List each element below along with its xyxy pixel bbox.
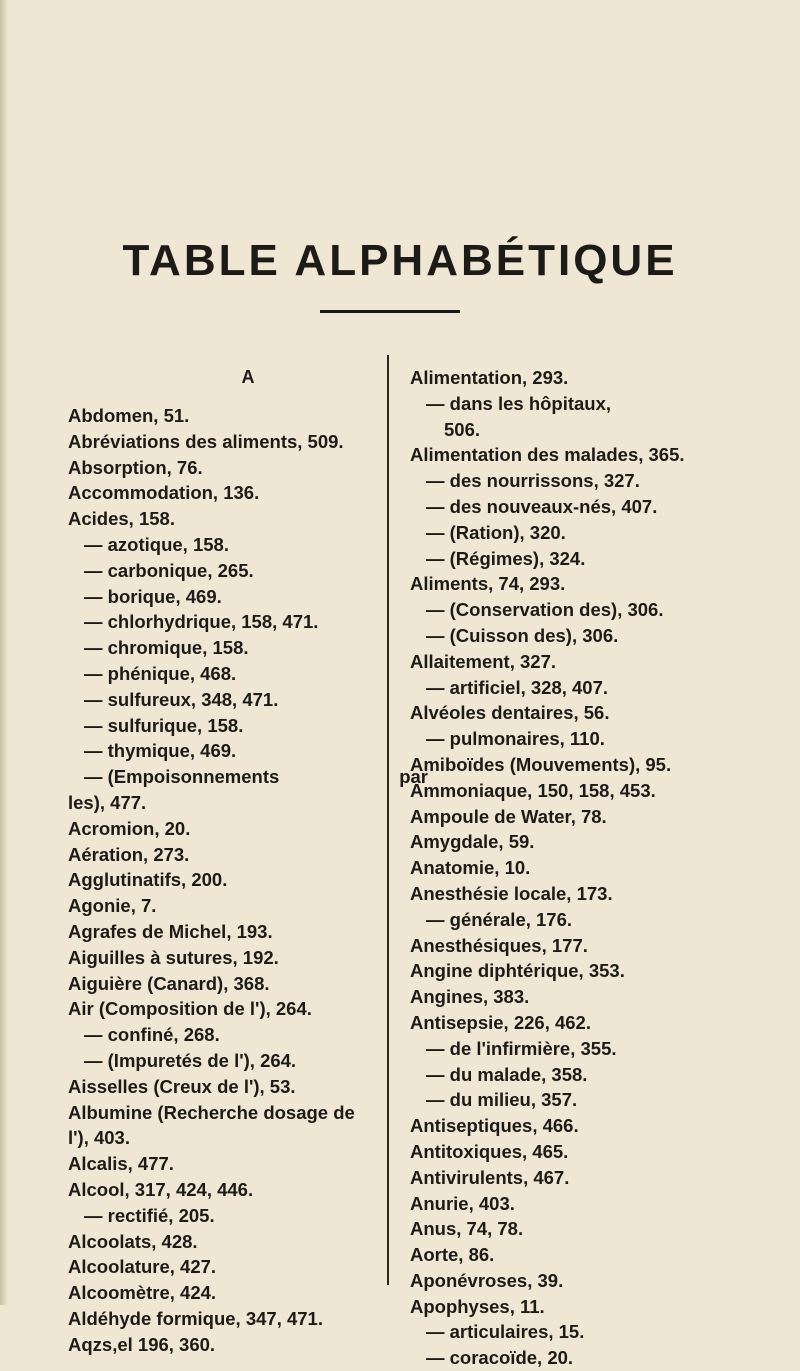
index-entry: Anatomie, 10. [410,857,531,879]
index-entry: Aqzs,el 196, 360. [68,1333,216,1355]
left-column [68,365,428,1357]
index-entry: Abdomen, 51. [68,405,190,426]
index-entry: Amiboïdes (Mouvements), 95. [410,753,672,775]
index-entry: — sulfurique, 158. [84,714,244,736]
title-rule [320,310,460,313]
index-entry: — coracoïde, 20. [426,1347,574,1369]
index-entry: — générale, 176. [426,908,573,930]
page-title: TABLE ALPHABÉTIQUE [122,236,678,285]
index-entry: Anesthésiques, 177. [410,934,588,956]
index-entry: l'), 403. [68,1127,130,1149]
index-entry: Acides, 158. [68,508,175,530]
right-column [410,365,760,1371]
index-entry: Aldéhyde formique, 347, 471. [68,1307,323,1329]
page-edge-shadow [0,0,8,1305]
index-entry: — du malade, 358. [426,1063,588,1085]
index-entry: — rectifié, 205. [84,1204,215,1226]
index-entry [68,764,428,790]
index-entry: — (Régimes), 324. [426,547,586,569]
index-entry: Agrafes de Michel, 193. [68,920,273,942]
index-entry: — (Conservation des), 306. [426,599,664,621]
index-entry: Antisepsie, 226, 462. [410,1011,591,1033]
index-entry: Air (Composition de l'), 264. [68,998,312,1020]
index-entry: — (Impuretés de l'), 264. [84,1049,297,1071]
index-entry: Alimentation des malades, 365. [410,444,685,466]
index-entry: — (Cuisson des), 306. [426,624,619,646]
index-entry: Agglutinatifs, 200. [68,869,228,891]
index-entry: Alcalis, 477. [68,1153,174,1175]
index-entry: — phénique, 468. [84,662,237,684]
index-entry: Aiguière (Canard), 368. [68,972,270,994]
index-entry: Abréviations des aliments, 509. [68,430,344,452]
index-entry: Ampoule de Water, 78. [410,805,607,827]
index-entry-part: par [399,766,428,788]
index-entry: Alcoomètre, 424. [68,1282,217,1304]
index-entry: Aisselles (Creux de l'), 53. [68,1075,296,1097]
index-entry: — chlorhydrique, 158, 471. [84,611,319,633]
index-entry: — carbonique, 265. [84,559,254,581]
index-entry: Acromion, 20. [68,817,191,839]
index-entry: Anesthésie locale, 173. [410,882,613,904]
index-entry: Anurie, 403. [410,1192,515,1214]
index-entry: — pulmonaires, 110. [426,728,605,750]
index-entry: — des nouveaux-nés, 407. [426,495,658,517]
index-entry: Antivirulents, 467. [410,1166,570,1188]
index-entry-part: — (Empoisonnements [84,766,280,788]
index-entry: Aorte, 86. [410,1244,495,1266]
index-entry: Aiguilles à sutures, 192. [68,946,279,968]
index-entry: Angine diphtérique, 353. [410,960,625,982]
index-entry: — artificiel, 328, 407. [426,676,609,698]
index-entry: Agonie, 7. [68,895,157,917]
index-entry: Aliments, 74, 293. [410,573,566,595]
index-entry: Accommodation, 136. [68,482,260,504]
index-entry: Aponévroses, 39. [410,1269,564,1291]
index-entry: — chromique, 158. [84,637,249,659]
index-entry: — confiné, 268. [84,1024,220,1046]
index-entry: — dans les hôpitaux, [426,392,612,414]
index-entry: Amygdale, 59. [410,831,535,853]
index-entry: Albumine (Recherche dosage de [68,1101,355,1123]
column-divider [387,355,389,1285]
index-entry: — azotique, 158. [84,533,229,555]
section-letter: A [241,367,255,387]
index-entry: Ammoniaque, 150, 158, 453. [410,779,656,801]
index-entry: Aération, 273. [68,843,190,865]
index-entry: Antiseptiques, 466. [410,1115,579,1137]
index-entry: — thymique, 469. [84,740,237,762]
index-entry: — de l'infirmière, 355. [426,1037,617,1059]
index-entry: Apophyses, 11. [410,1295,545,1317]
index-entry: — des nourrissons, 327. [426,470,640,492]
index-entry: Alcool, 317, 424, 446. [68,1178,254,1200]
index-entry: — sulfureux, 348, 471. [84,688,279,710]
index-entry: Antitoxiques, 465. [410,1140,569,1162]
index-entry: — borique, 469. [84,585,222,607]
index-entry: Angines, 383. [410,986,530,1008]
index-entry: Alcoolature, 427. [68,1256,217,1278]
index-entry: Alvéoles dentaires, 56. [410,702,610,724]
index-entry: les), 477. [68,791,147,813]
index-entry: Anus, 74, 78. [410,1218,524,1240]
index-entry: Alcoolats, 428. [68,1230,198,1252]
index-entry: — (Ration), 320. [426,521,566,543]
index-entry: Absorption, 76. [68,456,203,478]
index-entry: — articulaires, 15. [426,1321,585,1343]
index-entry: — du milieu, 357. [426,1089,578,1111]
index-entry: 506. [444,418,481,440]
index-entry: Allaitement, 327. [410,650,557,672]
index-entry: Alimentation, 293. [410,367,569,388]
